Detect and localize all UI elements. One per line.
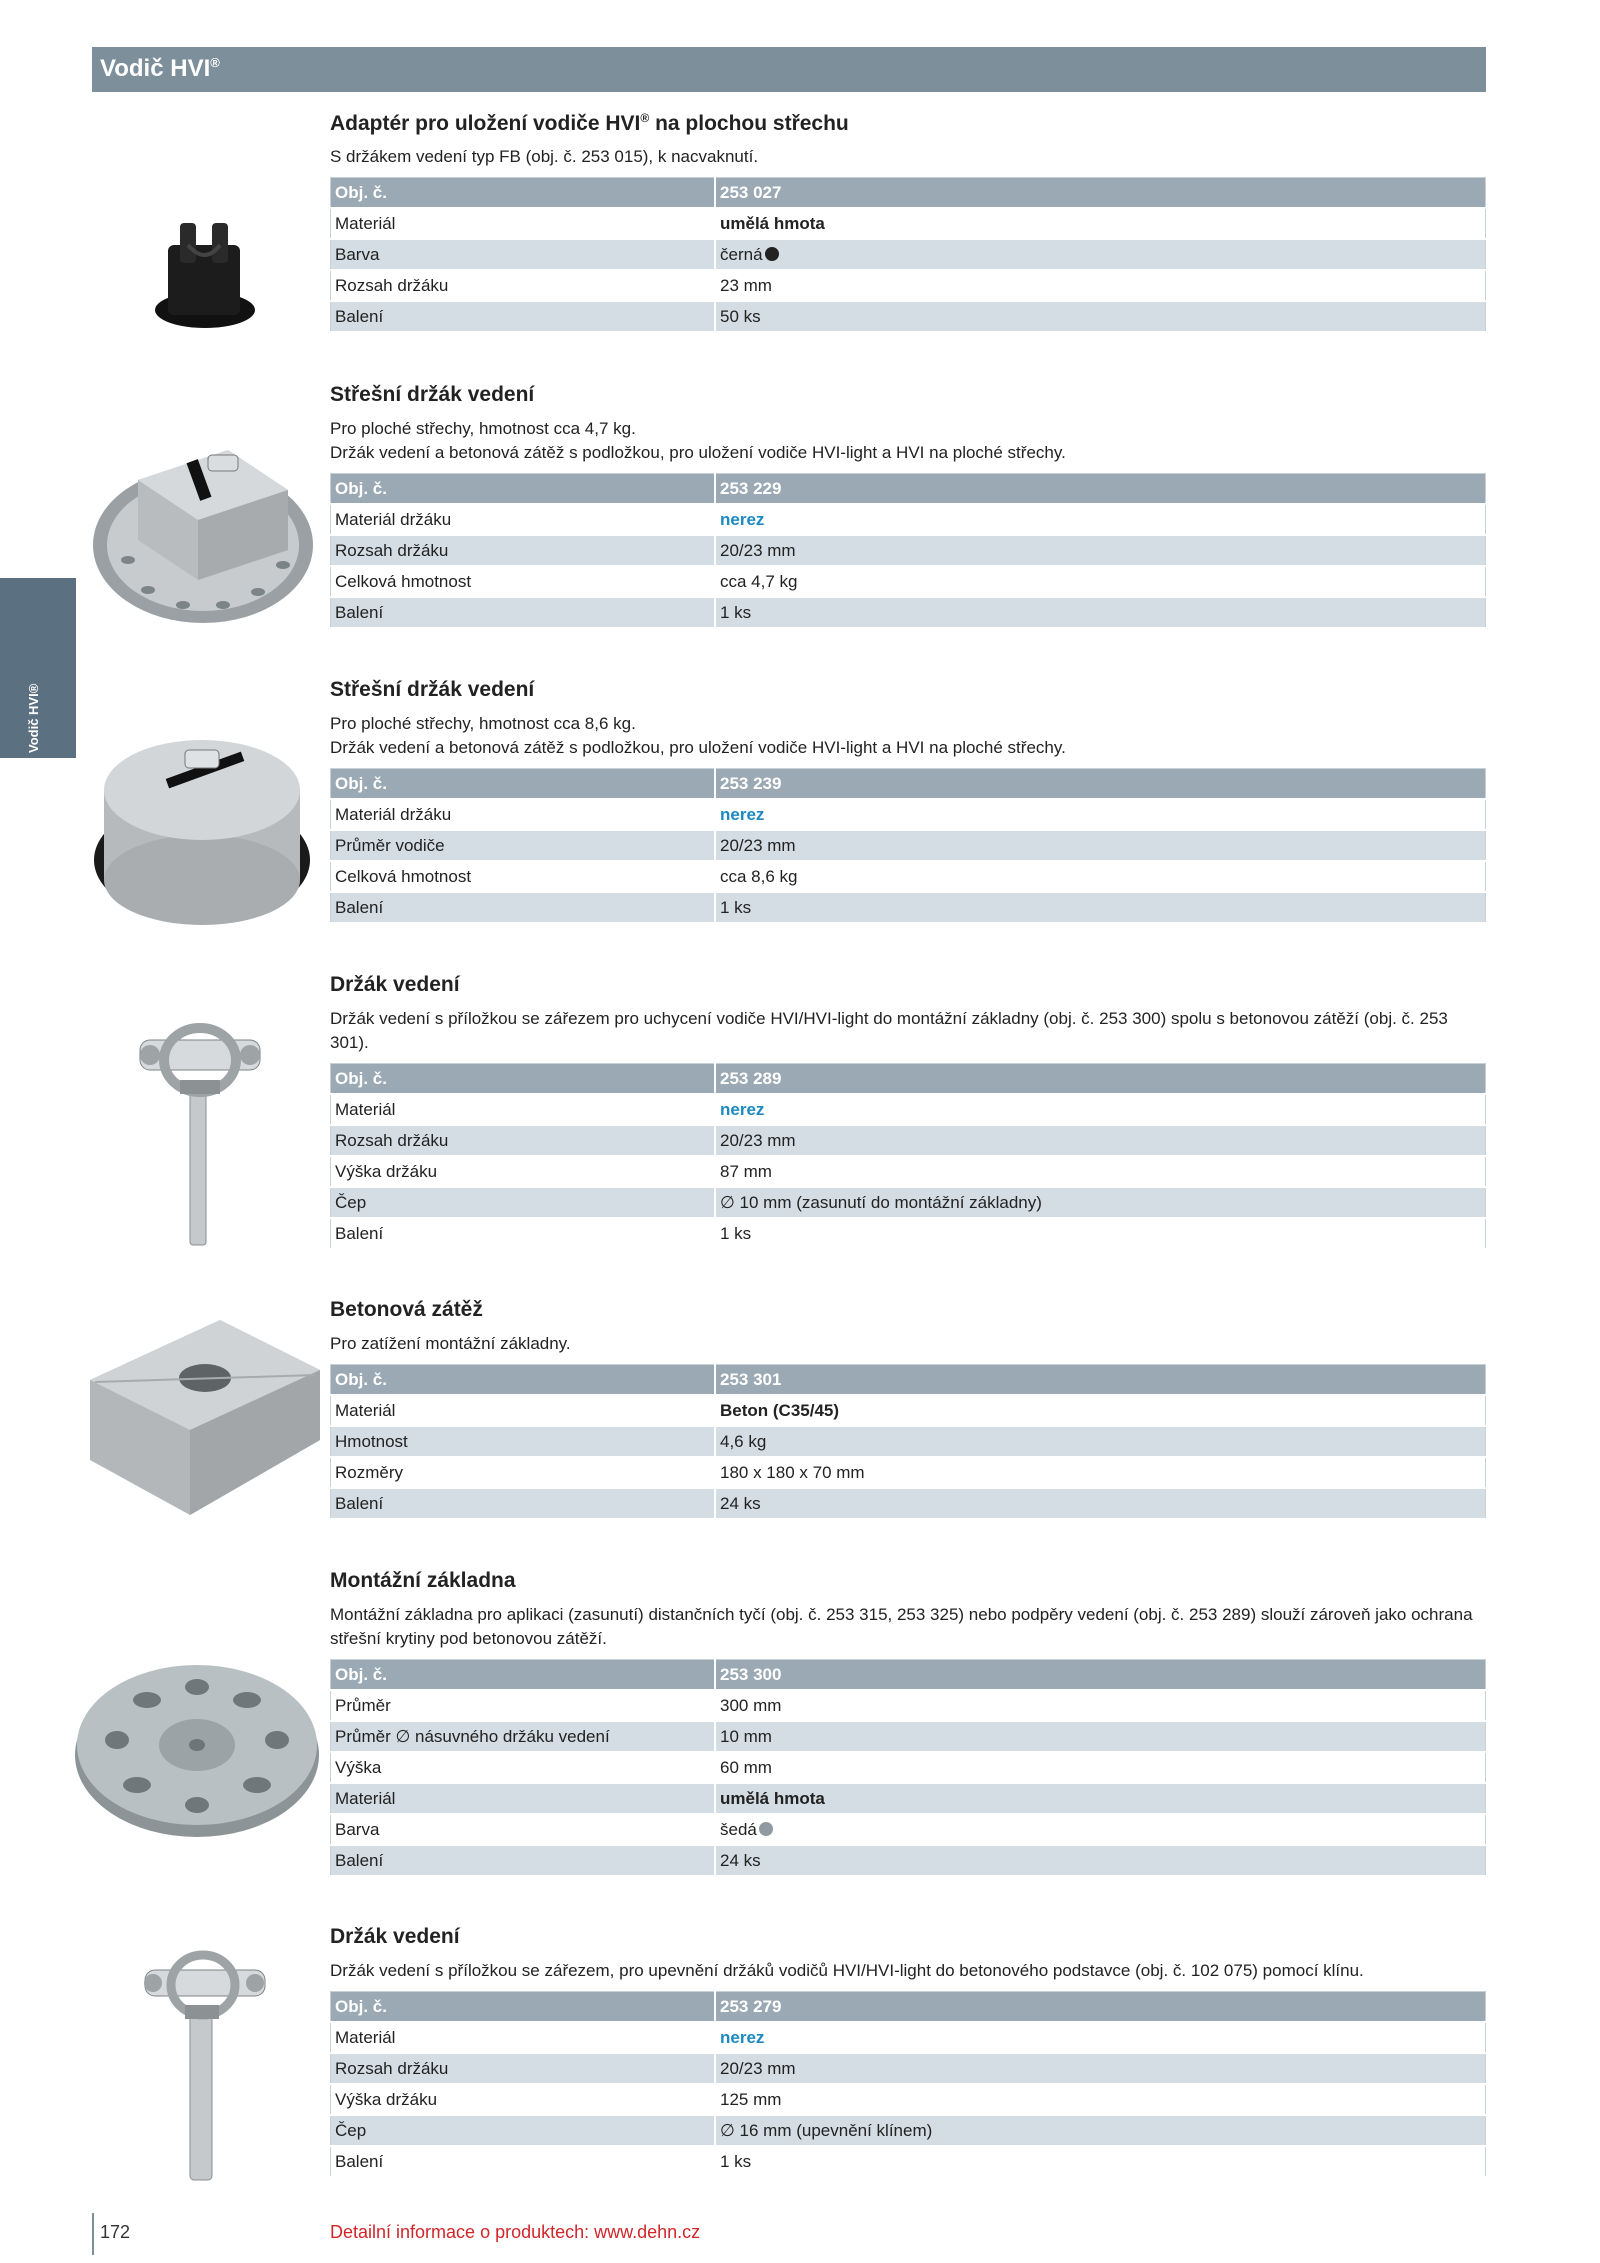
footer-website-link[interactable]: Detailní informace o produktech: www.dehn.cz bbox=[330, 2222, 701, 2242]
spec-table bbox=[330, 1659, 1486, 1877]
product-title: Střešní držák vedení bbox=[330, 383, 535, 406]
product-title: Držák vedení bbox=[330, 973, 460, 996]
table-row: Hmotnost 4,6 kg bbox=[331, 1426, 1486, 1457]
product-title: Držák vedení bbox=[330, 1925, 460, 1948]
product-description: Pro ploché střechy, hmotnost cca 4,7 kg. Držák vedení a betonová zátěž s podložkou, pro uložení vodiče HVI-light a HVI na ploché střechy. bbox=[330, 419, 1066, 462]
table-row: Materiál nerez bbox=[331, 1094, 1486, 1125]
product-line-holder-253279 bbox=[330, 1925, 1486, 2178]
table-row: Průměr 300 mm bbox=[331, 1690, 1486, 1721]
table-row: Balení 24 ks bbox=[331, 1845, 1486, 1876]
product-title: Střešní držák vedení bbox=[330, 678, 535, 701]
table-row: Průměr ∅ násuvného držáku vedení 10 mm bbox=[331, 1721, 1486, 1752]
product-line-holder-253289 bbox=[330, 973, 1486, 1250]
line-holder-125mm-image bbox=[135, 1945, 275, 2185]
table-row: Balení 1 ks bbox=[331, 2146, 1486, 2177]
spec-table bbox=[330, 1991, 1486, 2178]
product-mounting-base-253300 bbox=[330, 1569, 1486, 1877]
table-row: Materiál držáku nerez bbox=[331, 799, 1486, 830]
table-row: Materiál Beton (C35/45) bbox=[331, 1395, 1486, 1426]
table-row: Celková hmotnost cca 8,6 kg bbox=[331, 861, 1486, 892]
roof-holder-4kg-image bbox=[88, 430, 318, 630]
table-row: Výška držáku 87 mm bbox=[331, 1156, 1486, 1187]
product-description: S držákem vedení typ FB (obj. č. 253 015), k nacvaknutí. bbox=[330, 147, 759, 166]
side-chapter-tab[interactable] bbox=[0, 578, 76, 758]
page-number: 172 bbox=[100, 2222, 131, 2242]
spec-table bbox=[330, 177, 1486, 333]
product-concrete-block-253301 bbox=[330, 1298, 1486, 1520]
table-row: Barva černá bbox=[331, 239, 1486, 270]
table-row: Čep ∅ 16 mm (upevnění klínem) bbox=[331, 2115, 1486, 2146]
concrete-block-image bbox=[90, 1320, 320, 1520]
table-row: Rozměry 180 x 180 x 70 mm bbox=[331, 1457, 1486, 1488]
mounting-base-image bbox=[72, 1645, 322, 1845]
table-row: Materiál nerez bbox=[331, 2022, 1486, 2053]
table-header-row: Obj. č. 253 027 bbox=[331, 178, 1486, 209]
product-description: Držák vedení s příložkou se zářezem, pro upevnění držáků vodičů HVI/HVI-light do betonového podstavce (obj. č. 102 075) pomocí klínu. bbox=[330, 1961, 1364, 1980]
table-header-row: Obj. č. 253 289 bbox=[331, 1064, 1486, 1095]
table-header-row: Obj. č. 253 300 bbox=[331, 1660, 1486, 1691]
table-header-row: Obj. č. 253 229 bbox=[331, 474, 1486, 505]
side-tab-label: Vodič HVI® bbox=[26, 683, 41, 753]
table-row: Čep ∅ 10 mm (zasunutí do montážní základny) bbox=[331, 1187, 1486, 1218]
table-row: Balení 1 ks bbox=[331, 892, 1486, 923]
table-row: Výška držáku 125 mm bbox=[331, 2084, 1486, 2115]
table-row: Průměr vodiče 20/23 mm bbox=[331, 830, 1486, 861]
product-description: Pro ploché střechy, hmotnost cca 8,6 kg. Držák vedení a betonová zátěž s podložkou, pro uložení vodiče HVI-light a HVI na ploché střechy. bbox=[330, 714, 1066, 757]
table-header-row: Obj. č. 253 279 bbox=[331, 1992, 1486, 2023]
spec-table bbox=[330, 1063, 1486, 1250]
product-title: Adaptér pro uložení vodiče HVI® na plochou střechu bbox=[330, 111, 849, 135]
table-row: Materiál umělá hmota bbox=[331, 208, 1486, 239]
table-row: Balení 50 ks bbox=[331, 301, 1486, 332]
table-row: Balení 24 ks bbox=[331, 1488, 1486, 1519]
table-row: Rozsah držáku 20/23 mm bbox=[331, 1125, 1486, 1156]
product-roof-holder-253229 bbox=[330, 383, 1486, 629]
section-title: Vodič HVI® bbox=[100, 55, 220, 82]
product-adapter-253027 bbox=[330, 111, 1486, 333]
table-row: Balení 1 ks bbox=[331, 1218, 1486, 1249]
product-title: Betonová zátěž bbox=[330, 1298, 483, 1321]
footer-divider bbox=[92, 2213, 94, 2255]
table-row: Rozsah držáku 20/23 mm bbox=[331, 2053, 1486, 2084]
spec-table bbox=[330, 768, 1486, 924]
line-holder-87mm-image bbox=[120, 1020, 280, 1250]
table-header-row: Obj. č. 253 239 bbox=[331, 769, 1486, 800]
product-description: Montážní základna pro aplikaci (zasunutí) distančních tyčí (obj. č. 253 315, 253 325) nebo podpěry vedení (obj. č. 253 289) slouží zároveň jako ochrana střešní krytiny pod betonovou zátěží. bbox=[330, 1605, 1473, 1648]
spec-table bbox=[330, 473, 1486, 629]
table-row: Materiál držáku nerez bbox=[331, 504, 1486, 535]
product-roof-holder-253239 bbox=[330, 678, 1486, 924]
color-swatch-grey bbox=[759, 1822, 773, 1836]
roof-holder-8kg-image bbox=[90, 720, 315, 930]
adapter-image bbox=[150, 215, 260, 335]
product-description: Pro zatížení montážní základny. bbox=[330, 1334, 571, 1353]
table-row: Rozsah držáku 20/23 mm bbox=[331, 535, 1486, 566]
product-description: Držák vedení s příložkou se zářezem pro uchycení vodiče HVI/HVI-light do montážní základny (obj. č. 253 300) spolu s betonovou zátěží (obj. č. 253 301). bbox=[330, 1009, 1448, 1052]
table-header-row: Obj. č. 253 301 bbox=[331, 1365, 1486, 1396]
product-title: Montážní základna bbox=[330, 1569, 516, 1592]
table-row: Materiál umělá hmota bbox=[331, 1783, 1486, 1814]
section-header-bar bbox=[92, 47, 1486, 92]
table-row: Barva šedá bbox=[331, 1814, 1486, 1845]
color-swatch-black bbox=[765, 247, 779, 261]
spec-table bbox=[330, 1364, 1486, 1520]
table-row: Rozsah držáku 23 mm bbox=[331, 270, 1486, 301]
table-row: Výška 60 mm bbox=[331, 1752, 1486, 1783]
table-row: Celková hmotnost cca 4,7 kg bbox=[331, 566, 1486, 597]
table-row: Balení 1 ks bbox=[331, 597, 1486, 628]
